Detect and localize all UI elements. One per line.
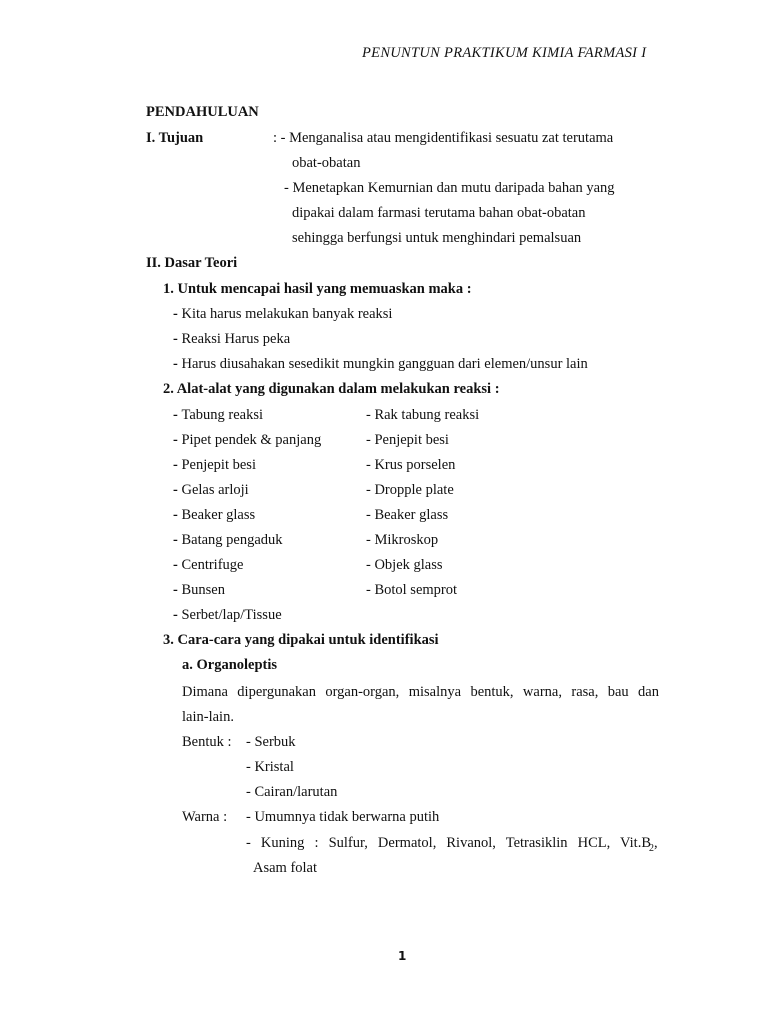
bentuk-item: - Kristal: [246, 759, 294, 775]
section-title: PENDAHULUAN: [146, 104, 259, 120]
bentuk-label: Bentuk :: [182, 734, 232, 750]
tool-left: - Centrifuge: [173, 557, 244, 573]
organoleptis-desc-2: lain-lain.: [182, 709, 234, 725]
tool-left: - Gelas arloji: [173, 482, 249, 498]
tool-left: - Serbet/lap/Tissue: [173, 607, 282, 623]
tool-right: - Krus porselen: [366, 457, 456, 473]
tujuan-line-5: sehingga berfungsi untuk menghindari pemalsuan: [292, 230, 582, 246]
subsection-2-title: 2. Alat-alat yang digunakan dalam melakukan reaksi :: [163, 381, 500, 397]
tool-left: - Pipet pendek & panjang: [173, 432, 322, 448]
tool-left: - Beaker glass: [173, 507, 256, 523]
tujuan-line-2: obat-obatan: [292, 155, 361, 171]
warna-item: [246, 834, 659, 858]
tool-right: - Botol semprot: [366, 582, 458, 598]
tujuan-line-4: dipakai dalam farmasi terutama bahan obat-obatan: [292, 205, 586, 221]
list-item: - Kita harus melakukan banyak reaksi: [173, 306, 393, 322]
list-item: - Harus diusahakan sesedikit mungkin gangguan dari elemen/unsur lain: [173, 356, 588, 372]
tool-right: - Objek glass: [366, 557, 443, 573]
running-header: PENUNTUN PRAKTIKUM KIMIA FARMASI I: [362, 45, 647, 61]
tool-left: - Bunsen: [173, 582, 225, 598]
subsection-3-title: 3. Cara-cara yang dipakai untuk identifikasi: [163, 632, 439, 648]
subscript-2: 2: [649, 842, 654, 854]
warna-item: Asam folat: [253, 860, 318, 876]
tool-right: - Rak tabung reaksi: [366, 407, 480, 423]
bentuk-item: - Serbuk: [246, 734, 296, 750]
bentuk-item: - Cairan/larutan: [246, 784, 338, 800]
tool-right: - Mikroskop: [366, 532, 439, 548]
organoleptis-desc-1: Dimana dipergunakan organ-organ, misalnya bentuk, warna, rasa, bau dan: [182, 684, 659, 700]
tool-left: - Batang pengaduk: [173, 532, 283, 548]
warna-label: Warna :: [182, 809, 228, 825]
page-number: 1: [398, 949, 407, 963]
comma: ,: [654, 835, 658, 851]
tool-left: - Tabung reaksi: [173, 407, 263, 423]
tool-right: - Beaker glass: [366, 507, 449, 523]
tujuan-label: I. Tujuan: [146, 130, 204, 146]
list-item: - Reaksi Harus peka: [173, 331, 291, 347]
organoleptis-title: a. Organoleptis: [182, 657, 278, 673]
tujuan-line-3: - Menetapkan Kemurnian dan mutu daripada bahan yang: [284, 180, 615, 196]
warna-kuning-text: - Kuning : Sulfur, Dermatol, Rivanol, Tetrasiklin HCL, Vit.B: [246, 835, 651, 851]
tool-right: - Dropple plate: [366, 482, 454, 498]
subsection-1-title: 1. Untuk mencapai hasil yang memuaskan maka :: [163, 281, 472, 297]
dasar-teori-title: II. Dasar Teori: [146, 255, 238, 271]
warna-item: - Umumnya tidak berwarna putih: [246, 809, 440, 825]
tool-right: - Penjepit besi: [366, 432, 449, 448]
tujuan-line-1: : - Menganalisa atau mengidentifikasi sesuatu zat terutama: [273, 130, 614, 146]
tool-left: - Penjepit besi: [173, 457, 256, 473]
